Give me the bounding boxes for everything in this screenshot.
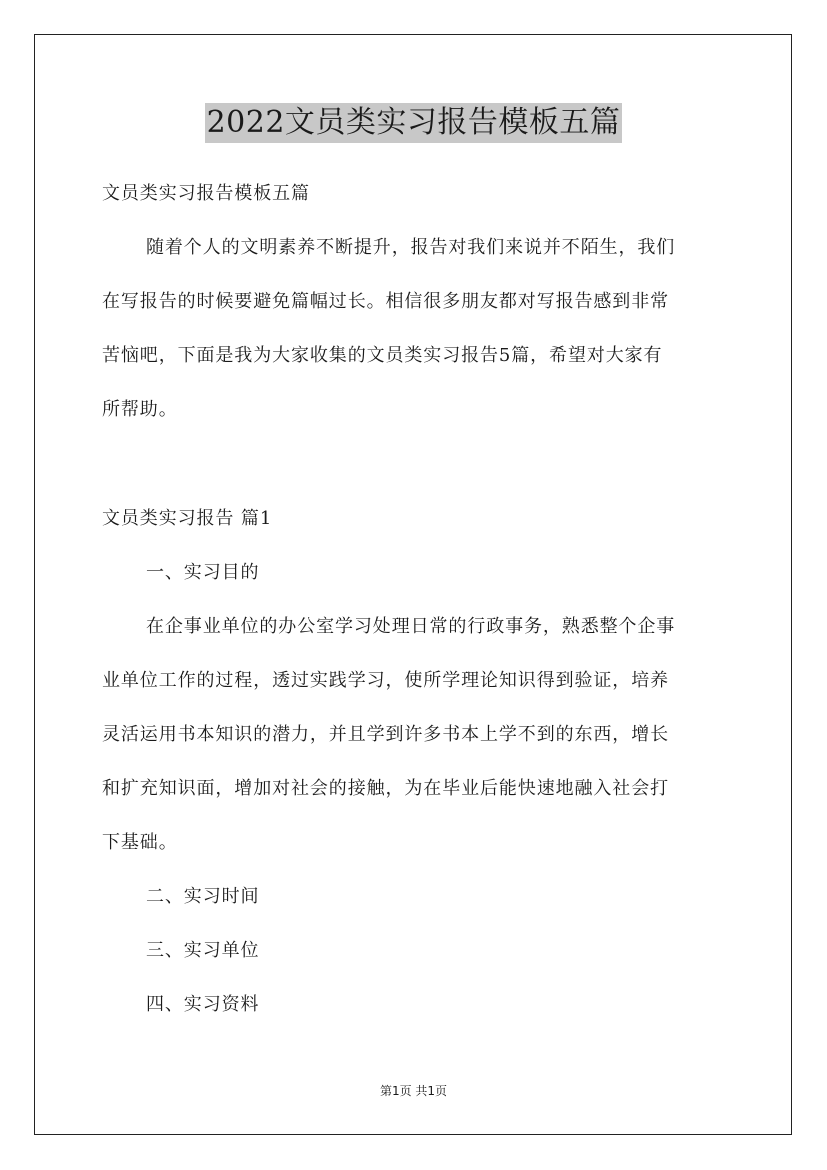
item1-line-4: 和扩充知识面，增加对社会的接触，为在毕业后能快速地融入社会打	[102, 778, 669, 799]
item1-line-3: 灵活运用书本知识的潜力，并且学到许多书本上学不到的东西，增长	[102, 724, 669, 745]
document-title: 2022文员类实习报告模板五篇	[205, 103, 623, 143]
section-heading: 文员类实习报告 篇1	[102, 508, 273, 529]
item4-heading: 四、实习资料	[146, 994, 260, 1015]
intro-line-2: 在写报告的时候要避免篇幅过长。相信很多朋友都对写报告感到非常	[102, 291, 669, 312]
intro-line-3: 苦恼吧，下面是我为大家收集的文员类实习报告5篇，希望对大家有	[102, 345, 663, 366]
item1-line-1: 在企事业单位的办公室学习处理日常的行政事务，熟悉整个企事	[146, 616, 676, 637]
page-footer: 第1页 共1页	[379, 1084, 448, 1098]
intro-line-1: 随着个人的文明素养不断提升，报告对我们来说并不陌生，我们	[146, 237, 676, 258]
item1-line-5: 下基础。	[102, 832, 178, 853]
title-container	[0, 103, 827, 143]
item1-heading: 一、实习目的	[146, 562, 260, 583]
item3-heading: 三、实习单位	[146, 940, 260, 961]
item1-line-2: 业单位工作的过程，透过实践学习，使所学理论知识得到验证，培养	[102, 670, 669, 691]
intro-line-4: 所帮助。	[102, 399, 178, 420]
document-subtitle: 文员类实习报告模板五篇	[102, 183, 310, 204]
item2-heading: 二、实习时间	[146, 886, 260, 907]
